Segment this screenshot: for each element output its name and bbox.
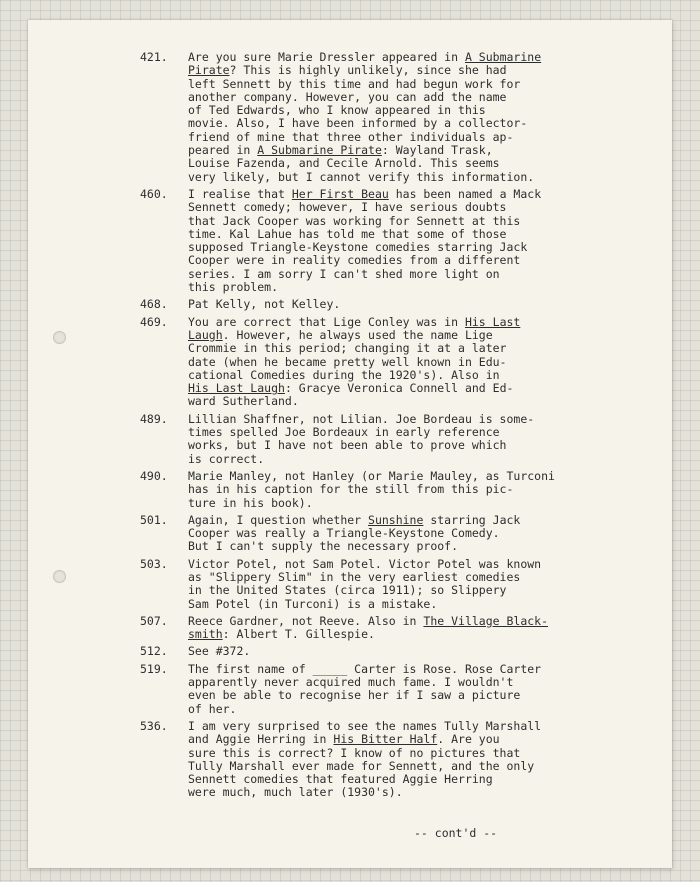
entry-number: 490. (140, 468, 168, 483)
text-line (188, 171, 640, 184)
text-line (188, 676, 640, 689)
text-segment: Pat Kelly, not Kelley. (188, 297, 341, 312)
text-line (188, 439, 640, 452)
text-segment: movie. Also, I have been informed by a collector- (188, 116, 528, 131)
text-line (188, 188, 640, 201)
text-segment: has in his caption for the still from this pic- (188, 482, 514, 497)
text-segment: You are correct that Lige Conley was in (188, 314, 465, 329)
text-line (188, 514, 640, 527)
text-segment: even be able to recognise her if I saw a picture (188, 688, 521, 703)
note-entry (140, 558, 640, 611)
text-segment: I am very surprised to see the names Tully Marshall (188, 718, 542, 733)
entry-text (188, 615, 640, 642)
text-line (188, 663, 640, 676)
text-line (188, 720, 640, 733)
text-segment: ture in his book). (188, 495, 313, 510)
text-segment: Cooper were in reality comedies from a different (188, 253, 521, 268)
film-title: smith (188, 627, 223, 642)
text-line (188, 144, 640, 157)
entry-text (188, 188, 640, 294)
entry-text (188, 316, 640, 409)
entry-number: 469. (140, 314, 168, 329)
entry-text (188, 645, 640, 658)
text-segment: Victor Potel, not Sam Potel. Victor Potel was known (188, 556, 542, 571)
entry-number: 507. (140, 613, 168, 628)
entry-number: 519. (140, 661, 168, 676)
text-line (188, 786, 640, 799)
punch-hole (53, 570, 66, 583)
entry-number: 421. (140, 50, 168, 64)
entry-number: 489. (140, 411, 168, 426)
text-line (188, 598, 640, 611)
text-segment: Sennett comedies that featured Aggie Herring (188, 772, 493, 787)
text-line (188, 369, 640, 382)
text-line (188, 540, 640, 553)
text-line (188, 497, 640, 510)
text-segment: series. I am sorry I can't shed more light on (188, 266, 500, 281)
text-line (188, 558, 640, 571)
entry-number: 536. (140, 718, 168, 733)
text-segment: : Gracye Veronica Connell and Ed- (284, 381, 514, 396)
entry-number: 503. (140, 556, 168, 571)
text-segment: Are you sure Marie Dressler appeared in (188, 50, 465, 64)
note-entry (140, 514, 640, 554)
text-line (188, 254, 640, 267)
text-segment: starring Jack (423, 512, 521, 527)
text-segment: very likely, but I cannot verify this information. (188, 169, 535, 184)
text-segment: date (when he became pretty well known in Edu- (188, 354, 507, 369)
continued-marker: -- cont'd -- (414, 826, 498, 840)
text-line (188, 760, 640, 773)
text-segment: Marie Manley, not Hanley (or Marie Mauley, as Turconi (188, 468, 555, 483)
entry-number: 512. (140, 644, 168, 659)
film-title: The Village Black- (423, 613, 549, 628)
entry-text (188, 514, 640, 554)
text-segment: ? This is highly unlikely, since she had (229, 63, 507, 78)
text-segment: peared in (188, 143, 258, 158)
text-line (188, 215, 640, 228)
entry-text (188, 663, 640, 716)
text-line (188, 157, 640, 170)
text-segment: has been named a Mack (388, 186, 542, 201)
text-line (188, 470, 640, 483)
text-segment: works, but I have not been able to prove which (188, 438, 507, 453)
text-segment: another company. However, you can add the name (188, 89, 507, 104)
text-segment: time. Kal Lahue has told me that some of those (188, 226, 507, 241)
text-line (188, 453, 640, 466)
film-title: Pirate (188, 63, 230, 78)
film-title: His Last Laugh (188, 381, 285, 396)
film-title: A Submarine (464, 50, 542, 64)
film-title: His Bitter Half (333, 732, 438, 747)
note-entry (140, 188, 640, 294)
text-segment: Louise Fazenda, and Cecile Arnold. This seems (188, 156, 500, 171)
letter-body (140, 51, 640, 804)
text-segment: _____ (312, 661, 348, 676)
text-segment: that Jack Cooper was working for Sennett at this (188, 213, 521, 228)
text-line (188, 228, 640, 241)
note-entry (140, 51, 640, 184)
text-segment: apparently never acquired much fame. I wouldn't (188, 675, 514, 690)
text-segment: See #372. (188, 644, 251, 659)
text-line (188, 91, 640, 104)
text-segment: : Albert T. Gillespie. (222, 627, 375, 642)
text-segment: is correct. (188, 451, 265, 466)
text-segment: in the United States (circa 1911); so Slippery (188, 583, 507, 598)
film-title: Laugh (188, 327, 223, 342)
text-line (188, 773, 640, 786)
text-line (188, 733, 640, 746)
text-segment: : Wayland Trask, (381, 143, 493, 158)
entry-text (188, 720, 640, 800)
text-line (188, 483, 640, 496)
film-title: A Submarine Pirate (257, 143, 382, 158)
text-line (188, 571, 640, 584)
text-segment: Sennett comedy; however, I have serious doubts (188, 200, 507, 215)
text-line (188, 78, 640, 91)
punch-hole (53, 331, 66, 344)
text-line (188, 395, 640, 408)
note-entry (140, 645, 640, 658)
entry-text (188, 470, 640, 510)
text-line (188, 316, 640, 329)
note-entry (140, 663, 640, 716)
text-segment: were much, much later (1930's). (188, 785, 403, 800)
text-line (188, 64, 640, 77)
text-line (188, 426, 640, 439)
entry-text (188, 413, 640, 466)
text-segment: left Sennett by this time and had begun work for (188, 76, 521, 91)
text-line (188, 104, 640, 117)
film-title: Sunshine (368, 512, 424, 527)
entry-text (188, 51, 640, 184)
entry-text (188, 298, 640, 311)
note-entry (140, 316, 640, 409)
text-line (188, 241, 640, 254)
text-segment: Reece Gardner, not Reeve. Also in (188, 613, 424, 628)
text-line (188, 356, 640, 369)
text-line (188, 342, 640, 355)
text-segment: times spelled Joe Bordeaux in early reference (188, 425, 500, 440)
text-segment: Lillian Shaffner, not Lilian. Joe Bordeau is some- (188, 411, 535, 426)
text-line (188, 201, 640, 214)
note-entry (140, 298, 640, 311)
text-segment: of Ted Edwards, who I know appeared in this (188, 103, 486, 118)
text-segment: supposed Triangle-Keystone comedies starring Jack (188, 240, 528, 255)
text-segment: as "Slippery Slim" in the very earliest comedies (188, 569, 521, 584)
text-segment: . Are you (437, 732, 500, 747)
text-segment: and Aggie Herring in (188, 732, 334, 747)
text-line (188, 628, 640, 641)
text-segment: of her. (188, 701, 237, 716)
text-segment: Sam Potel (in Turconi) is a mistake. (188, 596, 438, 611)
text-line (188, 703, 640, 716)
note-entry (140, 470, 640, 510)
text-line (188, 298, 640, 311)
entry-text (188, 558, 640, 611)
film-title: His Last (464, 314, 521, 329)
note-entry (140, 413, 640, 466)
text-segment: Carter is Rose. Rose Carter (347, 661, 542, 676)
text-segment: I realise that (188, 186, 292, 201)
text-line (188, 382, 640, 395)
text-segment: Crommie in this period; changing it at a later (188, 341, 507, 356)
text-line (188, 51, 640, 64)
text-segment: Tully Marshall ever made for Sennett, and the only (188, 758, 535, 773)
text-line (188, 527, 640, 540)
text-segment: Again, I question whether (188, 512, 369, 527)
text-line (188, 329, 640, 342)
entry-number: 468. (140, 297, 168, 312)
entry-number: 460. (140, 186, 168, 201)
text-line (188, 584, 640, 597)
entry-number: 501. (140, 512, 168, 527)
text-segment: The first name of (188, 661, 313, 676)
text-segment: cational Comedies during the 1920's). Also in (188, 367, 500, 382)
text-segment: But I can't supply the necessary proof. (188, 539, 459, 554)
note-entry (140, 615, 640, 642)
text-segment: sure this is correct? I know of no pictures that (188, 745, 521, 760)
text-line (188, 268, 640, 281)
text-segment: . However, he always used the name Lige (222, 327, 493, 342)
text-line (188, 615, 640, 628)
text-line (188, 747, 640, 760)
text-segment: Cooper was really a Triangle-Keystone Comedy. (188, 526, 500, 541)
film-title: Her First Beau (291, 186, 389, 201)
text-segment: this problem. (188, 280, 279, 295)
text-line (188, 131, 640, 144)
text-segment: ward Sutherland. (188, 394, 299, 409)
text-line (188, 645, 640, 658)
text-line (188, 413, 640, 426)
text-line (188, 281, 640, 294)
text-segment: friend of mine that three other individuals ap- (188, 129, 514, 144)
note-entry (140, 720, 640, 800)
text-line (188, 689, 640, 702)
text-line (188, 117, 640, 130)
